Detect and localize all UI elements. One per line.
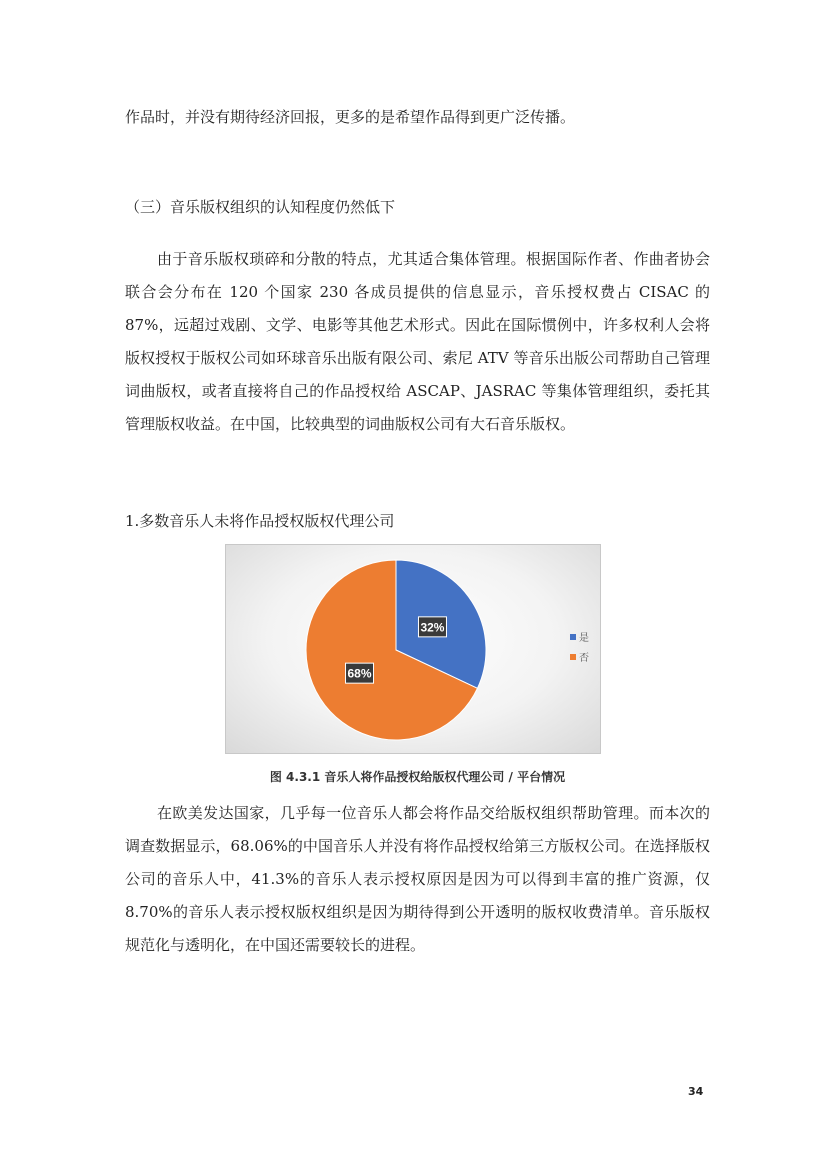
legend-label-yes: 是 (579, 633, 589, 644)
pie-chart (225, 544, 601, 754)
paragraph-continuation: 作品时，并没有期待经济回报，更多的是希望作品得到更广泛传播。 (125, 108, 576, 126)
legend-swatch-yes (570, 634, 576, 640)
legend-label-no: 否 (579, 653, 589, 664)
legend-swatch-no (570, 654, 576, 660)
figure-caption: 图 4.3.1 音乐人将作品授权给版权代理公司 / 平台情况 (269, 770, 566, 784)
svg-text:68%: 68% (347, 666, 372, 681)
page-number: 34 (688, 1085, 704, 1098)
paragraph-bottom: 在欧美发达国家，几乎每一位音乐人都会将作品交给版权组织帮助管理。而本次的调查数据显示，68.06%的中国音乐人并没有将作品授权给第三方版权公司。在选择版权公司的音乐人中，41.3%的音乐人表示授权原因是因为可以得到丰富的推广资源，仅 8.70%的音乐人表示授权版权组织是因为期待得到公开透明的版权收费清单。音乐版权规范化与透明化，在中国还需要较长的进程。 (125, 804, 710, 954)
sub-heading: 1.多数音乐人未将作品授权版权代理公司 (125, 512, 395, 530)
pie-data-label-no (346, 663, 374, 683)
paragraph-main: 由于音乐版权琐碎和分散的特点，尤其适合集体管理。根据国际作者、作曲者协会联合会分布在 120 个国家 230 各成员提供的信息显示，音乐授权费占 CISAC 的 87%，远超过戏剧、文学、电影等其他艺术形式。因此在国际惯例中，许多权利人会将版权授权于版权公司如环球音乐出版有限公司、索尼 ATV 等音乐出版公司帮助自己管理词曲版权，或者直接将自己的作品授权给 ASCAP、JASRAC 等集体管理组织，委托其管理版权收益。在中国，比较典型的词曲版权公司有大石音乐版权。 (125, 250, 710, 433)
section-heading: （三）音乐版权组织的认知程度仍然低下 (125, 198, 396, 216)
svg-text:32%: 32% (420, 620, 445, 635)
pie-data-label-yes (418, 617, 446, 637)
pie-chart-svg (226, 545, 602, 755)
